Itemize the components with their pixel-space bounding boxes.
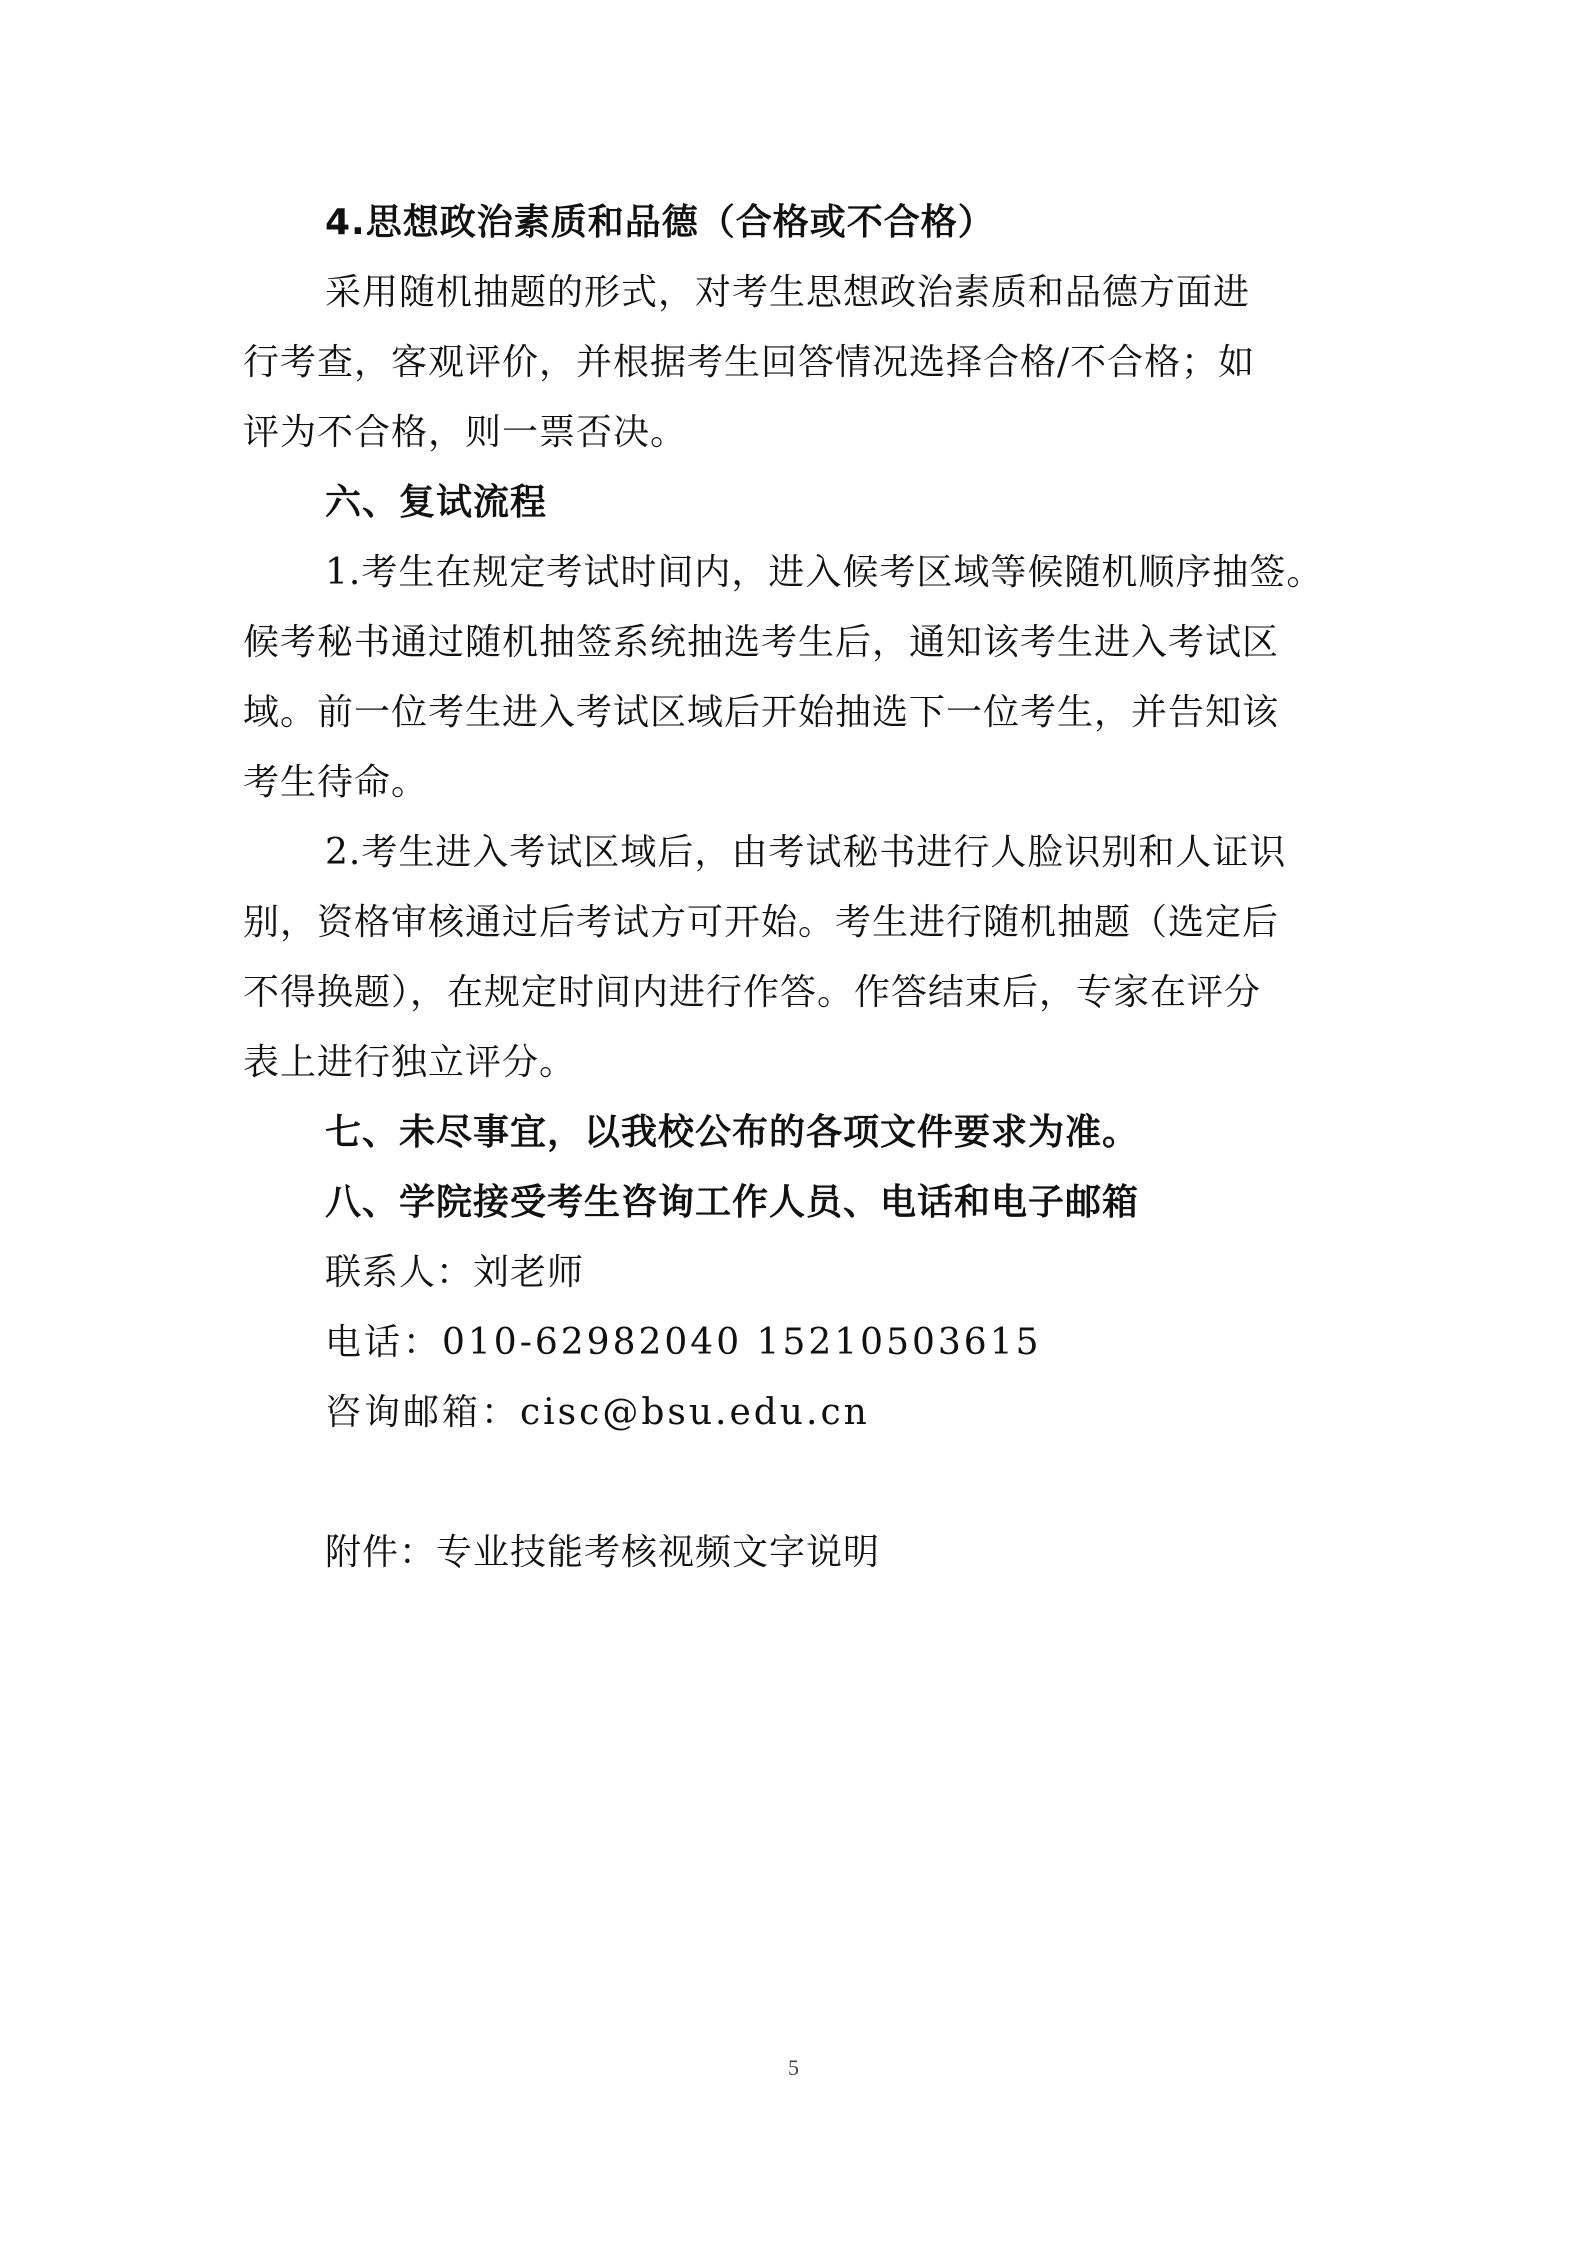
section-6-item-2-line-3: 不得换题），在规定时间内进行作答。作答结束后，专家在评分: [243, 972, 1262, 1013]
section-6-heading: 六、复试流程: [325, 482, 548, 523]
section-4-line-1: 采用随机抽题的形式，对考生思想政治素质和品德方面进: [325, 272, 1251, 313]
section-6-item-2-line-4: 表上进行独立评分。: [243, 1042, 577, 1083]
section-6-item-1-line-2: 候考秘书通过随机抽签系统抽选考生后，通知该考生进入考试区: [243, 622, 1280, 663]
section-8-heading: 八、学院接受考生咨询工作人员、电话和电子邮箱: [325, 1182, 1140, 1223]
contact-phone: 电话：010-62982040 15210503615: [325, 1322, 1042, 1363]
blank-line: [243, 1448, 1353, 1518]
section-4-line-3: 评为不合格，则一票否决。: [243, 412, 688, 453]
attachment-note: 附件：专业技能考核视频文字说明: [325, 1532, 881, 1573]
section-6-item-1-line-1: 1.考生在规定考试时间内，进入候考区域等候随机顺序抽签。: [325, 552, 1324, 593]
contact-person: 联系人：刘老师: [325, 1252, 585, 1293]
section-6-item-2-line-1: 2.考生进入考试区域后，由考试秘书进行人脸识别和人证识: [325, 832, 1287, 873]
section-6-item-1-line-3: 域。前一位考生进入考试区域后开始抽选下一位考生，并告知该: [243, 692, 1280, 733]
page-number: 5: [788, 2055, 799, 2080]
section-4-heading: 4.思想政治素质和品德（合格或不合格）: [325, 202, 995, 243]
document-content: [243, 188, 1353, 1588]
section-7-heading: 七、未尽事宜，以我校公布的各项文件要求为准。: [325, 1112, 1140, 1153]
section-4-line-2: 行考查，客观评价，并根据考生回答情况选择合格/不合格；如: [243, 342, 1256, 383]
section-6-item-2-line-2: 别，资格审核通过后考试方可开始。考生进行随机抽题（选定后: [243, 902, 1280, 943]
contact-email: 咨询邮箱：cisc@bsu.edu.cn: [325, 1392, 870, 1433]
section-6-item-1-line-4: 考生待命。: [243, 762, 429, 803]
